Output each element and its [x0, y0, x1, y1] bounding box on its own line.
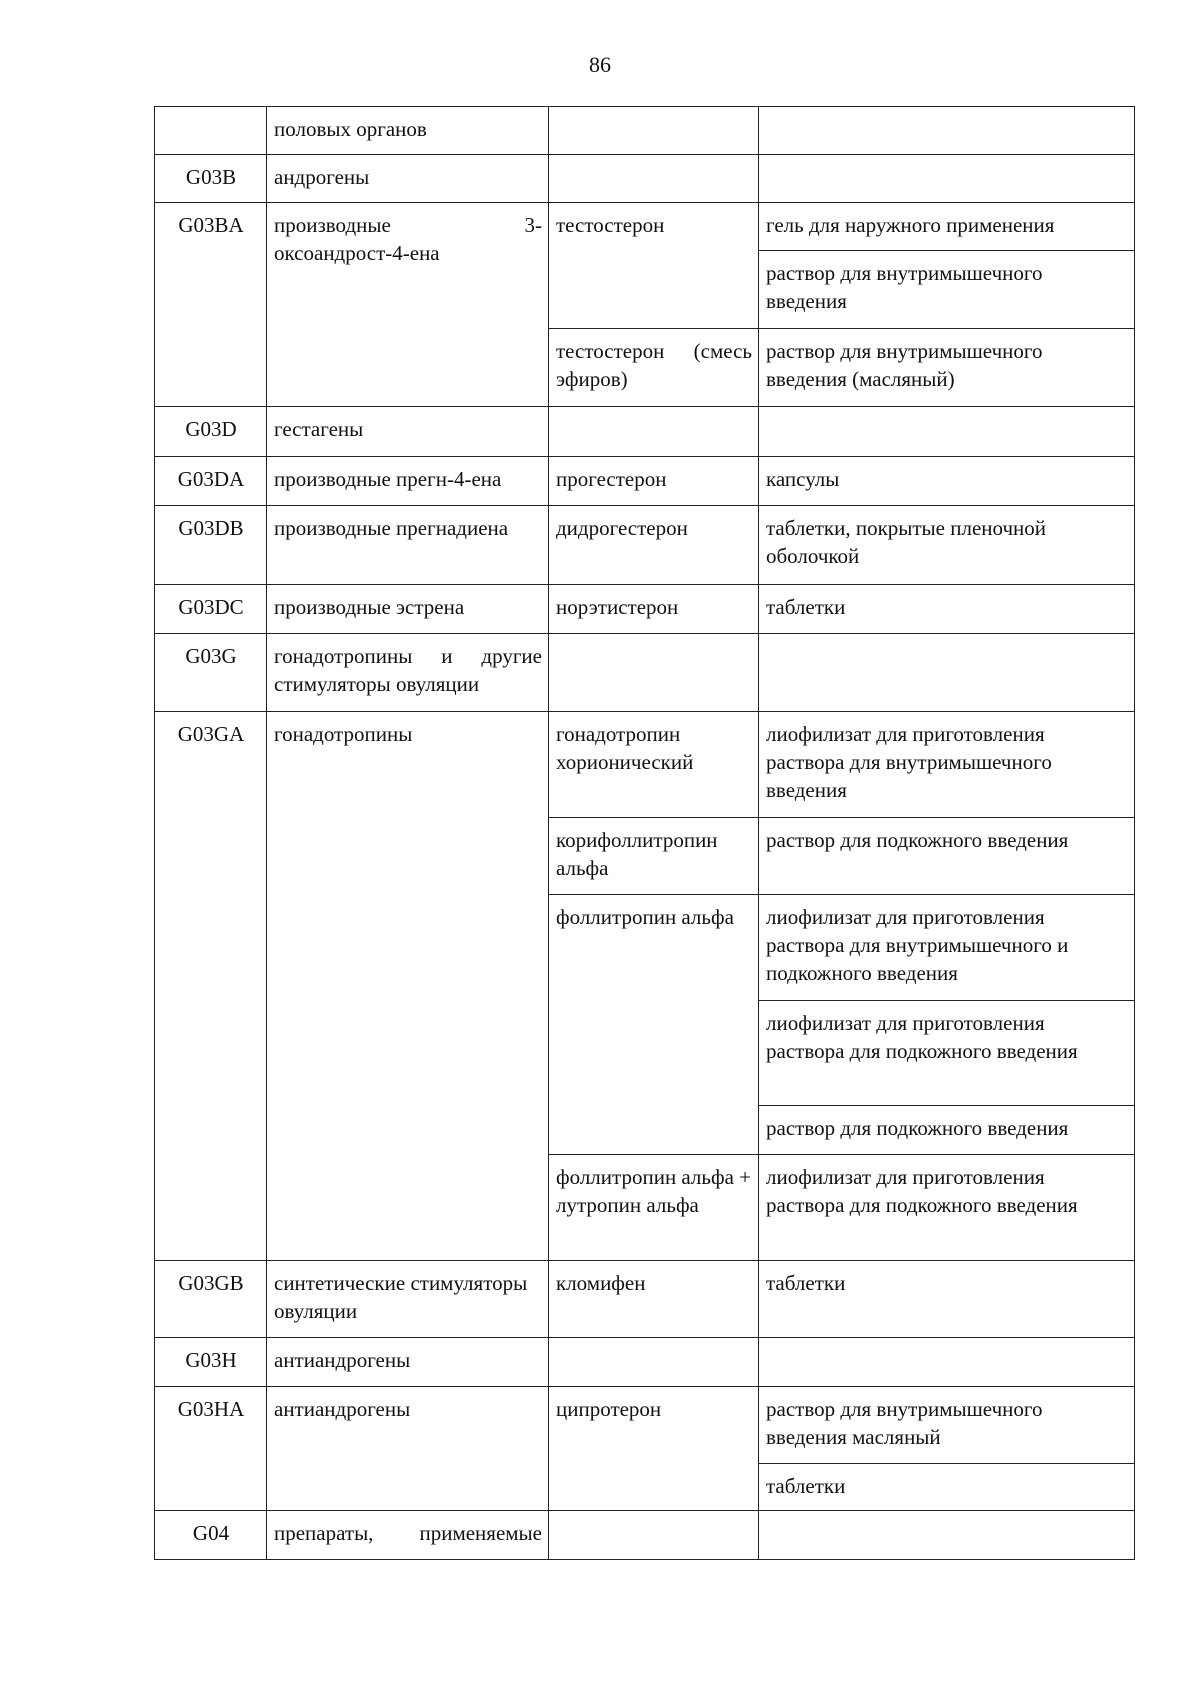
form-cell: гель для наружного применения [759, 203, 1135, 251]
group-cell: андрогены [267, 155, 549, 203]
drug-cell [549, 1511, 759, 1560]
drug-cell: тестостерон (смесь эфиров) [549, 329, 759, 407]
form-cell: раствор для внутримышечного введения [759, 251, 1135, 329]
drug-cell [549, 107, 759, 155]
atc-code-cell: G03G [155, 634, 267, 712]
group-cell: антиандрогены [267, 1387, 549, 1511]
atc-code-cell: G03GA [155, 712, 267, 1261]
table-row [155, 585, 1135, 634]
drug-cell [549, 155, 759, 203]
drug-cell: норэтистерон [549, 585, 759, 634]
drug-cell: гонадотропин хорионический [549, 712, 759, 818]
form-cell: капсулы [759, 457, 1135, 506]
atc-code-cell: G03GB [155, 1261, 267, 1338]
form-cell [759, 634, 1135, 712]
drug-cell: кломифен [549, 1261, 759, 1338]
form-cell: лиофилизат для приготовления раствора для подкожного введения [759, 1155, 1135, 1261]
table-row [155, 457, 1135, 506]
form-cell: раствор для внутримышечного введения (масляный) [759, 329, 1135, 407]
group-cell: гонадотропины [267, 712, 549, 1261]
group-cell: производные прегнадиена [267, 506, 549, 585]
group-cell: антиандрогены [267, 1338, 549, 1387]
table-row [155, 1387, 1135, 1464]
form-cell: лиофилизат для приготовления раствора для подкожного введения [759, 1001, 1135, 1106]
drug-cell: дидрогестерон [549, 506, 759, 585]
form-cell [759, 107, 1135, 155]
drug-cell: ципротерон [549, 1387, 759, 1511]
form-cell: раствор для подкожного введения [759, 1106, 1135, 1155]
drug-cell [549, 634, 759, 712]
atc-code-cell: G03D [155, 407, 267, 457]
group-cell: производные эстрена [267, 585, 549, 634]
form-cell: раствор для подкожного введения [759, 818, 1135, 895]
form-cell [759, 1338, 1135, 1387]
atc-code-cell: G03BA [155, 203, 267, 407]
form-cell: таблетки [759, 585, 1135, 634]
table-row [155, 1338, 1135, 1387]
group-cell: производные 3-оксоандрост-4-ена [267, 203, 549, 407]
form-cell: лиофилизат для приготовления раствора для внутримышечного введения [759, 712, 1135, 818]
form-cell: таблетки, покрытые пленочной оболочкой [759, 506, 1135, 585]
atc-code-cell: G03HA [155, 1387, 267, 1511]
form-cell: таблетки [759, 1464, 1135, 1511]
atc-code-cell: G03H [155, 1338, 267, 1387]
table-row [155, 634, 1135, 712]
form-cell: таблетки [759, 1261, 1135, 1338]
atc-code-cell: G04 [155, 1511, 267, 1560]
form-cell: раствор для внутримышечного введения масляный [759, 1387, 1135, 1464]
table-row [155, 155, 1135, 203]
drug-cell: фоллитропин альфа [549, 895, 759, 1155]
group-cell: препараты, применяемые [267, 1511, 549, 1560]
drug-cell [549, 1338, 759, 1387]
drug-cell: тестостерон [549, 203, 759, 329]
group-cell: производные прегн-4-ена [267, 457, 549, 506]
table-row [155, 506, 1135, 585]
atc-code-cell: G03DC [155, 585, 267, 634]
form-cell [759, 155, 1135, 203]
page-number: 86 [589, 52, 611, 77]
drug-cell: прогестерон [549, 457, 759, 506]
form-cell [759, 407, 1135, 457]
table-row [155, 107, 1135, 155]
group-cell: гонадотропины и другие стимуляторы овуляции [267, 634, 549, 712]
atc-code-cell [155, 107, 267, 155]
table-row [155, 203, 1135, 251]
form-cell [759, 1511, 1135, 1560]
atc-code-cell: G03B [155, 155, 267, 203]
group-cell: синтетические стимуляторы овуляции [267, 1261, 549, 1338]
table-row [155, 1261, 1135, 1338]
atc-code-cell: G03DB [155, 506, 267, 585]
drug-cell [549, 407, 759, 457]
drug-table [154, 106, 1135, 1560]
form-cell: лиофилизат для приготовления раствора для внутримышечного и подкожного введения [759, 895, 1135, 1001]
table-row [155, 407, 1135, 457]
table-row [155, 1511, 1135, 1560]
drug-cell: корифоллитропин альфа [549, 818, 759, 895]
group-cell: половых органов [267, 107, 549, 155]
atc-code-cell: G03DA [155, 457, 267, 506]
group-cell: гестагены [267, 407, 549, 457]
table-row [155, 712, 1135, 818]
drug-cell: фоллитропин альфа + лутропин альфа [549, 1155, 759, 1261]
